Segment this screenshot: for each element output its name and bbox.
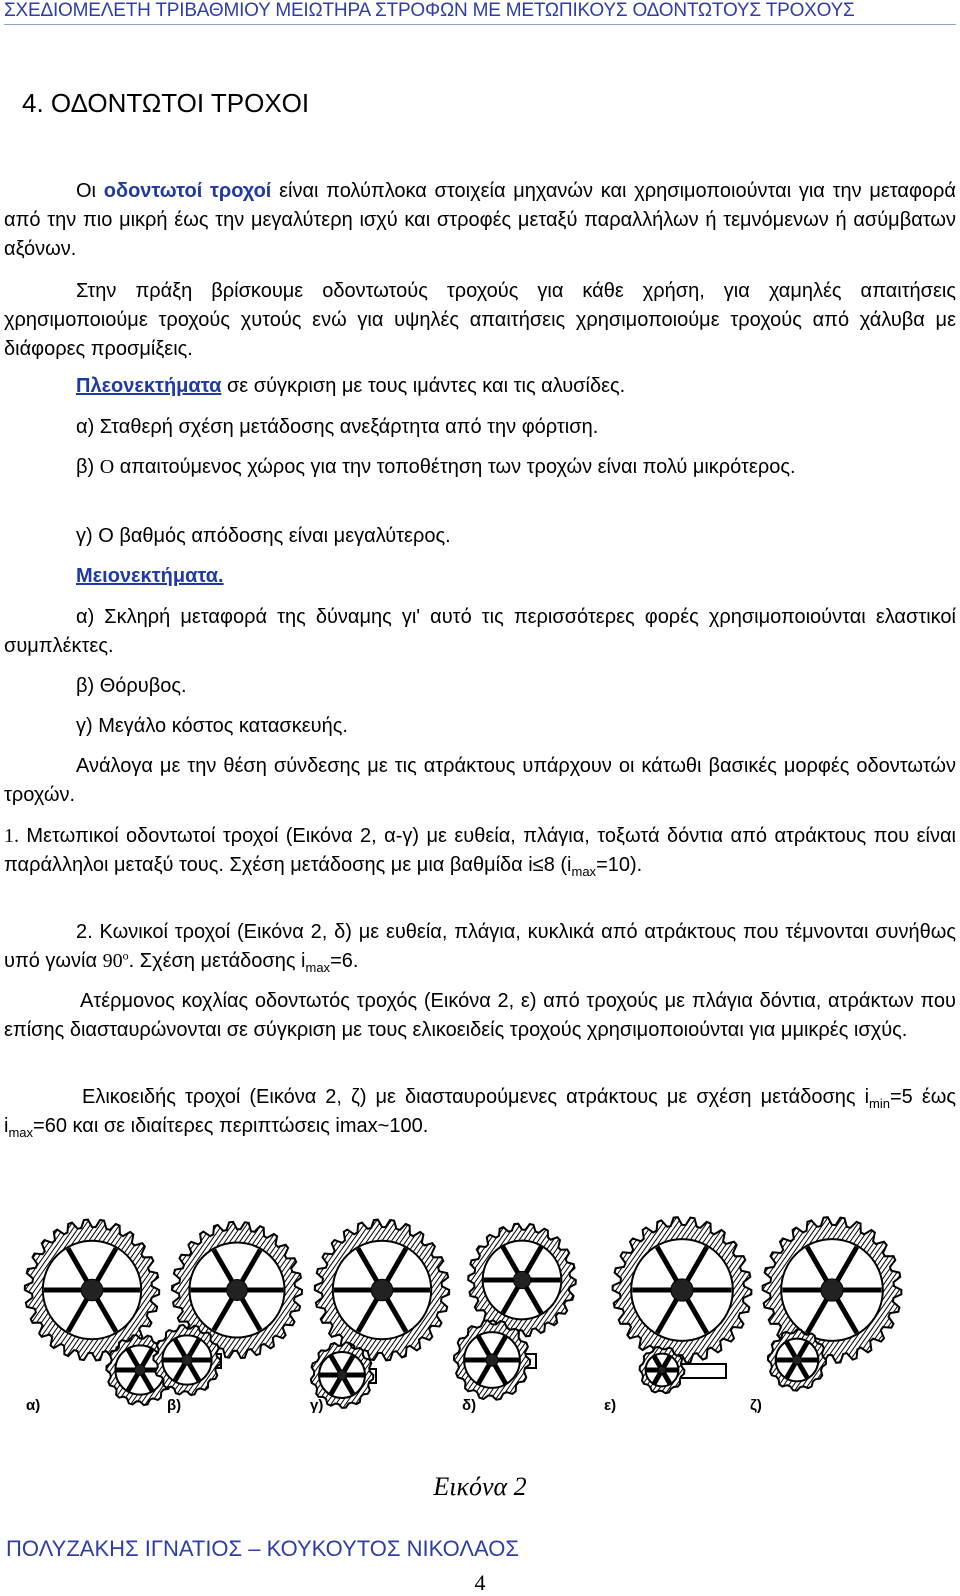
bevel-gear-icon-large — [468, 1224, 576, 1337]
footer-authors: ΠΟΛΥΖΑΚΗΣ ΙΓΝΑΤΙΟΣ – ΚΟΥΚΟΥΤΟΣ ΝΙΚΟΛΑΟΣ — [6, 1536, 519, 1561]
page-number: 4 — [474, 1570, 486, 1595]
advantage-b: β) O απαιτούμενος χώρος για την τοποθέτηση των τροχών είναι πολύ μικρότερος. — [76, 456, 796, 478]
disadvantage-a: α) Σκληρή μεταφορά της δύναμης γι' αυτό τις περισσότερες φορές χρησιμοποιούνται ελαστικοί συμπλέκτες. — [4, 606, 956, 657]
advantages-label: Πλεονεκτήματα — [76, 375, 222, 397]
item-spur-gears: 1. Μετωπικοί οδοντωτοί τροχοί (Εικόνα 2, α-γ) με ευθεία, πλάγια, τοξωτά δόντια από ατράκτους που είναι παράλληλοι μεταξύ τους. Σχέση μετάδοσης με μια βαθμίδα i≤8 $(i_{max}=10)$. — [4, 825, 956, 879]
running-header: ΣΧΕΔΙΟΜΕΛΕΤΗ ΤΡΙΒΑΘΜΙΟΥ ΜΕΙΩΤΗΡΑ ΣΤΡΟΦΩΝ ΜΕ ΜΕΤΩΠΙΚΟΥΣ ΟΔΟΝΤΩΤΟΥΣ ΤΡΟΧΟΥΣ — [4, 0, 855, 21]
figure-label-a: α) — [26, 1397, 41, 1414]
paragraph-intro: Οι οδοντωτοί τροχοί είναι πολύπλοκα στοιχεία μηχανών και χρησιμοποιούνται για την μεταφορά από την πιο μικρή έως την μεγαλύτερη ισχύ και στροφές μεταξύ παραλλήλων ή τεμνόμενων ή ασύμβατων αξόνων. — [4, 180, 956, 260]
item-bevel-gears: 2. Κωνικοί τροχοί (Εικόνα 2, δ) με ευθεία, πλάγια, κυκλικά από ατράκτους που τέμνονται συνήθως υπό γωνία 90$^o$. Σχέση μετάδοσης $i_{max}=6$. — [4, 921, 956, 975]
figure-label-b: β) — [167, 1397, 182, 1414]
spur-gear-icon-small-b — [153, 1325, 221, 1395]
advantages-heading: Πλεονεκτήματα σε σύγκριση με τους ιμάντες και τις αλυσίδες. — [76, 375, 626, 397]
worm-wheel-icon — [613, 1217, 752, 1363]
paragraph-forms: Ανάλογα με την θέση σύνδεσης με τις ατράκτους υπάρχουν οι κάτωθι βασικές μορφές οδοντωτών τροχών. — [4, 755, 956, 806]
figure-label-c: γ) — [310, 1397, 324, 1414]
disadvantages-label: Μειονεκτήματα. — [76, 565, 224, 587]
item-helical-gears: Ελικοειδής τροχοί (Εικόνα 2, ζ) με διασταυρούμενες ατράκτους με σχέση μετάδοσης $i_{min}=5$ έως $i_{max}=60$ και σε ιδιαίτερες περιπτώσεις imax~100. — [4, 1086, 957, 1140]
spur-gear-icon-large-c — [315, 1220, 449, 1361]
disadvantages-heading — [4, 562, 956, 591]
term-gears: οδοντωτοί τροχοί — [103, 180, 272, 202]
figure-caption: Εικόνα 2 — [433, 1472, 527, 1501]
gear-types-figure — [22, 1210, 952, 1440]
paragraph-usage: Στην πράξη βρίσκουμε οδοντωτούς τροχούς για κάθε χρήση, για χαμηλές απαιτήσεις χρησιμοποιούμε τροχούς χυτούς ενώ για υψηλές απαιτήσεις χρησιμοποιούμε τροχούς από χάλυβα με διάφορες προσμίξεις. — [4, 280, 956, 360]
disadvantage-b: β) Θόρυβος. — [76, 675, 187, 697]
figure-label-d: δ) — [462, 1397, 477, 1414]
figure-label-e: ε) — [604, 1397, 617, 1414]
header-rule — [4, 24, 956, 25]
advantage-c: γ) Ο βαθμός απόδοσης είναι μεγαλύτερος. — [76, 525, 451, 547]
disadvantage-c: γ) Μεγάλο κόστος κατασκευής. — [76, 715, 348, 737]
section-title: 4. ΟΔΟΝΤΩΤΟΙ ΤΡΟΧΟΙ — [22, 88, 310, 118]
advantage-a: α) Σταθερή σχέση μετάδοσης ανεξάρτητα από την φόρτιση. — [76, 416, 599, 438]
figure-label-f: ζ) — [750, 1397, 762, 1414]
item-worm-gear: Ατέρμονος κοχλίας οδοντωτός τροχός (Εικόνα 2, ε) από τροχούς με πλάγια δόντια, ατράκτων που επίσης διασταυρώνονται σε σύγκριση με τους ελικοειδείς τροχούς χρησιμοποιούνται για μμικρές ισχύς. — [4, 990, 956, 1041]
